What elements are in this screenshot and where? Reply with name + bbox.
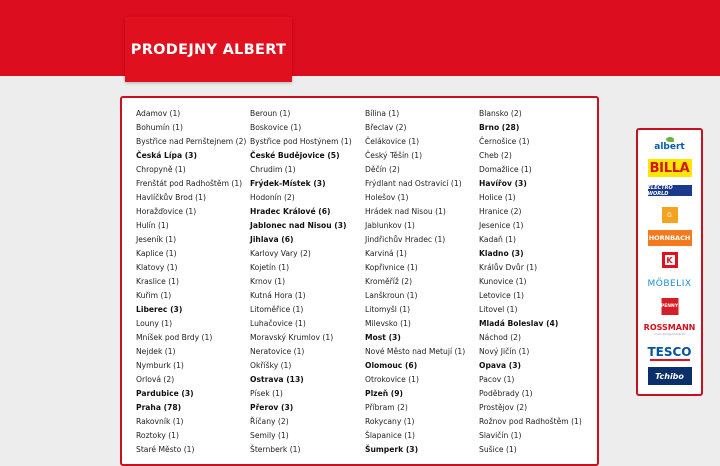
city-link[interactable]: Kraslice (1) [136,277,179,286]
tesco-logo-text: TESCO [647,344,692,359]
city-link[interactable]: Holešov (1) [365,193,409,202]
city-link[interactable]: Luhačovice (1) [250,319,306,328]
city-link[interactable]: Jablunkov (1) [365,221,415,230]
city-link[interactable]: Nový Jičín (1) [479,347,530,356]
city-link[interactable]: Jesenice (1) [479,221,524,230]
city-link[interactable]: Břeclav (2) [365,123,407,132]
city-link[interactable]: Kaplice (1) [136,249,177,258]
city-link[interactable]: Bystřice pod Hostýnem (1) [250,137,352,146]
city-link[interactable]: Pardubice (3) [136,389,194,398]
city-link[interactable]: Kutná Hora (1) [250,291,306,300]
city-link[interactable]: Černošice (1) [479,137,530,146]
city-link[interactable]: Kladno (3) [479,249,524,258]
city-link[interactable]: Litomyšl (1) [365,305,411,314]
albert-logo[interactable] [650,135,690,153]
city-link[interactable]: Bohumín (1) [136,123,183,132]
city-link[interactable]: Jablonec nad Nisou (3) [250,221,347,230]
city-link[interactable]: Mníšek pod Brdy (1) [136,333,213,342]
city-link[interactable]: Kroměříž (2) [365,277,413,286]
city-link[interactable]: Poděbrady (1) [479,389,533,398]
city-link[interactable]: Liberec (3) [136,305,183,314]
header-band [0,0,720,76]
city-link[interactable]: Frýdek-Místek (3) [250,179,326,188]
city-link[interactable]: Sušice (1) [479,445,517,454]
city-link[interactable]: Šumperk (3) [365,445,419,454]
tesco-stripe [650,359,690,361]
city-link[interactable]: Příbram (2) [365,403,408,412]
city-link[interactable]: Lanškroun (1) [365,291,418,300]
city-link[interactable]: Frenštát pod Radhoštěm (1) [136,179,243,188]
city-link[interactable]: Havlíčkův Brod (1) [136,193,206,202]
city-link[interactable]: Přerov (3) [250,403,294,412]
tesco-logo[interactable] [647,344,693,362]
penny-logo[interactable] [661,298,678,315]
city-link[interactable]: Chrudim (1) [250,165,296,174]
kaufland-logo-text: K [666,255,673,265]
city-link[interactable]: Horažďovice (1) [136,207,197,216]
city-link[interactable]: Orlová (2) [136,375,175,384]
city-link[interactable]: Litovel (1) [479,305,518,314]
penny-logo-text: PENNY [660,304,679,309]
albert-logo-text: albert [654,142,685,152]
city-link[interactable]: Olomouc (6) [365,361,418,370]
city-link[interactable]: Jindřichův Hradec (1) [365,235,446,244]
city-link[interactable]: Karlovy Vary (2) [250,249,311,258]
city-link[interactable]: Bílina (1) [365,109,400,118]
city-link[interactable]: Most (3) [365,333,401,342]
billa-logo-text: BILLA [649,160,690,176]
city-link[interactable]: Jeseník (1) [136,235,177,244]
city-link[interactable]: Rožnov pod Radhoštěm (1) [479,417,582,426]
mobelix-logo[interactable] [647,277,693,291]
city-link[interactable]: Říčany (2) [250,417,289,426]
globus-logo[interactable] [662,207,678,223]
hornbach-logo[interactable] [648,230,692,246]
city-link[interactable]: Milevsko (1) [365,319,411,328]
city-link[interactable]: Otrokovice (1) [365,375,419,384]
city-link[interactable]: Kuřim (1) [136,291,172,300]
city-link[interactable]: Opava (3) [479,361,521,370]
city-link[interactable]: Hulín (1) [136,221,169,230]
city-link[interactable]: Semily (1) [250,431,289,440]
city-link[interactable]: Domažlice (1) [479,165,532,174]
billa-logo[interactable] [648,159,692,177]
city-link[interactable]: Jihlava (6) [250,235,294,244]
city-link[interactable]: Hradec Králové (6) [250,207,331,216]
city-column-4 [479,107,582,457]
city-link[interactable]: Blansko (2) [479,109,522,118]
rossmann-logo[interactable] [643,322,696,338]
city-link[interactable]: Rakovník (1) [136,417,184,426]
electroworld-logo[interactable] [648,185,692,196]
city-link[interactable]: Neratovice (1) [250,347,305,356]
city-link[interactable]: Nejdek (1) [136,347,176,356]
city-link[interactable]: Holice (1) [479,193,516,202]
city-link[interactable]: Letovice (1) [479,291,525,300]
city-link[interactable]: Pacov (1) [479,375,515,384]
city-column-1 [136,107,246,457]
city-link[interactable]: Nové Město nad Metují (1) [365,347,466,356]
city-link[interactable]: Bystřice nad Pernštejnem (2) [136,137,247,146]
city-link[interactable]: Kopřivnice (1) [365,263,418,272]
city-link[interactable]: Krnov (1) [250,277,286,286]
city-link[interactable]: Staré Město (1) [136,445,195,454]
city-column-3 [365,107,465,457]
city-link[interactable]: Adamov (1) [136,109,181,118]
city-link[interactable]: Kunovice (1) [479,277,527,286]
hornbach-logo-text: HORNBACH [648,234,691,242]
city-link[interactable]: Moravský Krumlov (1) [250,333,334,342]
mobelix-logo-text: MÖBELIX [647,279,692,289]
city-link[interactable]: Chropyně (1) [136,165,186,174]
city-link[interactable]: Hranice (2) [479,207,522,216]
city-link[interactable]: Havířov (3) [479,179,527,188]
city-link[interactable]: Litoměřice (1) [250,305,304,314]
brand-logos-panel [636,128,703,396]
city-column-2 [250,107,352,457]
city-link[interactable]: Hodonín (2) [250,193,295,202]
city-link[interactable]: Kojetín (1) [250,263,290,272]
city-link[interactable]: Cheb (2) [479,151,512,160]
tchibo-logo-text: Tchibo [655,371,684,381]
city-link[interactable]: Roztoky (1) [136,431,179,440]
city-link[interactable]: Nymburk (1) [136,361,184,370]
city-link[interactable]: České Budějovice (5) [250,151,340,160]
city-link[interactable]: Okříšky (1) [250,361,292,370]
kaufland-logo[interactable] [662,252,678,268]
city-link[interactable]: Český Těšín (1) [365,151,423,160]
city-list-panel [120,96,599,466]
city-link[interactable]: Plzeň (9) [365,389,404,398]
city-link[interactable]: Kadaň (1) [479,235,516,244]
city-link[interactable]: Klatovy (1) [136,263,178,272]
city-link[interactable]: Karviná (1) [365,249,407,258]
globus-logo-text: G [667,211,672,219]
city-link[interactable]: Děčín (2) [365,165,400,174]
city-link[interactable]: Náchod (2) [479,333,521,342]
city-link[interactable]: Beroun (1) [250,109,291,118]
city-link[interactable]: Hrádek nad Nisou (1) [365,207,446,216]
city-link[interactable]: Boskovice (1) [250,123,302,132]
rossmann-logo-text: ROSSMANN [643,323,696,332]
city-link[interactable]: Česká Lípa (3) [136,151,197,160]
city-link[interactable]: Šlapanice (1) [365,431,415,440]
page-title: PRODEJNY ALBERT [130,41,287,58]
city-link[interactable]: Rokycany (1) [365,417,415,426]
city-link[interactable]: Louny (1) [136,319,173,328]
city-link[interactable]: Šternberk (1) [250,445,301,454]
rossmann-logo-subtext: mein Drogeriemarkt [654,332,685,336]
city-link[interactable]: Čelákovice (1) [365,137,420,146]
electroworld-logo-text: ELECTRO WORLD [647,184,673,197]
city-link[interactable]: Slavičín (1) [479,431,522,440]
city-link[interactable]: Brno (28) [479,123,520,132]
tchibo-logo[interactable] [648,367,692,385]
city-link[interactable]: Prostějov (2) [479,403,528,412]
city-link[interactable]: Ostrava (13) [250,375,304,384]
city-link[interactable]: Písek (1) [250,389,283,398]
city-link[interactable]: Králův Dvůr (1) [479,263,538,272]
city-link[interactable]: Praha (78) [136,403,182,412]
page-title-box [125,17,292,82]
city-link[interactable]: Frýdlant nad Ostravicí (1) [365,179,462,188]
city-link[interactable]: Mladá Boleslav (4) [479,319,559,328]
